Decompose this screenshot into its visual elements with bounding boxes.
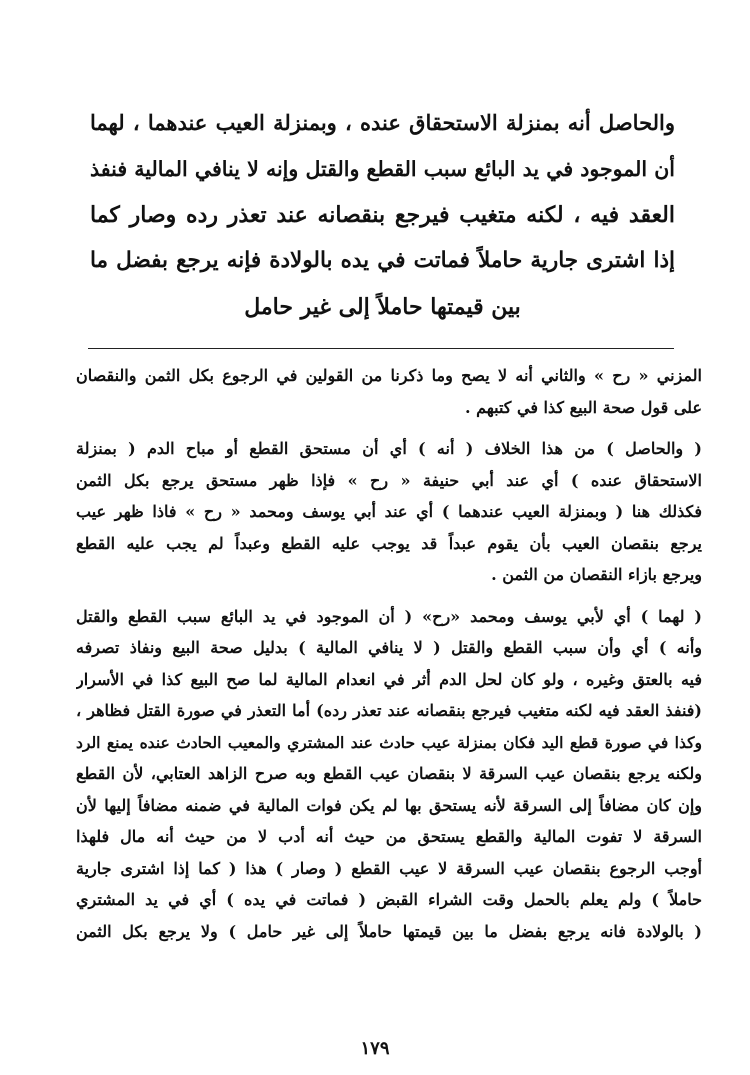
commentary-line: حاملاً ) ولم يعلم بالحمل وقت الشراء القبض ( فماتت في يده ) أي في يد المشتري — [76, 890, 702, 909]
commentary-line: وإن كان مضافاً إلى السرقة لأنه يستحق بها لم يكن فوات المالية في ضمنه مضافاً إليها لأن — [76, 795, 702, 815]
commentary-line: ( والحاصل ) من هذا الخلاف ( أنه ) أي أن مستحق القطع أو مباح الدم ( بمنزلة — [76, 439, 702, 458]
commentary-line: وأنه ) أي وأن سبب القطع والقتل ( لا ينافي المالية ) بدليل صحة البيع ونفاذ تصرفه — [76, 638, 702, 657]
separator-rule — [88, 348, 674, 349]
commentary-line: ولكنه يرجع بنقصان عيب السرقة لا بنقصان عيب القطع وبه صرح الزاهد العتابي، لأن القطع — [76, 764, 702, 783]
commentary-line: يرجع بنقصان العيب بأن يقوم عبداً قد يوجب عليه القطع وعبداً لم يجب عليه القطع — [76, 533, 702, 553]
paragraph-gap — [76, 423, 702, 433]
commentary-line: المزني « رح » والثاني أنه لا يصح وما ذكرنا من القولين في الرجوع بكل الثمن والنقصان — [76, 366, 702, 385]
main-line: العقد فيه ، لكنه متغيب فيرجع بنقصانه عند تعذر رده وصار كما — [90, 202, 676, 228]
commentary-line: (فنفذ العقد فيه لكنه متغيب فيرجع بنقصانه عند تعذر رده) أما التعذر في صورة القتل فظاهر ، — [76, 701, 702, 720]
main-line: أن الموجود في يد البائع سبب القطع والقتل وإنه لا ينافي المالية فنفذ — [90, 157, 675, 181]
main-line: بين قيمتها حاملاً إلى غير حامل — [244, 294, 521, 320]
commentary-line: وكذا في صورة قطع اليد فكان بمنزلة عيب حادث عند المشتري والمعيب الحادث عنده يمنع الرد — [76, 732, 702, 752]
commentary-line: على قول صحة البيع كذا في كتبهم . — [464, 397, 702, 417]
main-line: إذا اشترى جارية حاملاً فماتت في يده بالولادة فإنه يرجع بفضل ما — [90, 248, 675, 273]
paragraph-gap — [76, 591, 702, 601]
commentary — [76, 360, 702, 947]
commentary-line: ( لهما ) أي لأبي يوسف ومحمد «رح» ( أن الموجود في يد البائع سبب القطع والقتل — [76, 606, 702, 626]
page-number: ١٧٩ — [360, 1038, 390, 1059]
commentary-line: فيه بالعتق وغيره ، ولو كان لحل الدم أثر في انعدام المالية لما صح البيع كذا في الأسرار — [76, 669, 702, 689]
commentary-line: فكذلك هنا ( وبمنزلة العيب عندهما ) أي عند أبي يوسف ومحمد « رح » فاذا ظهر عيب — [76, 502, 702, 521]
commentary-line: ( بالولادة فانه يرجع بفضل ما بين قيمتها حاملاً إلى غير حامل ) ولا يرجع بكل الثمن — [76, 921, 702, 941]
commentary-line: السرقة لا تفوت المالية والقطع يستحق من حيث أنه أدب لا من حيث أنه مال فلهذا — [76, 827, 702, 846]
commentary-line: ويرجع بازاء النقصان من الثمن . — [491, 565, 702, 584]
main-line: والحاصل أنه بمنزلة الاستحقاق عنده ، وبمنزلة العيب عندهما ، لهما — [90, 110, 675, 135]
commentary-line: أوجب الرجوع بنقصان عيب السرقة لا عيب القطع ( وصار ) هذا ( كما إذا اشترى جارية — [76, 858, 702, 878]
commentary-line: الاستحقاق عنده ) أي عند أبي حنيفة « رح » فإذا ظهر مستحق يرجع بكل الثمن — [76, 470, 702, 490]
main-text — [90, 100, 675, 330]
